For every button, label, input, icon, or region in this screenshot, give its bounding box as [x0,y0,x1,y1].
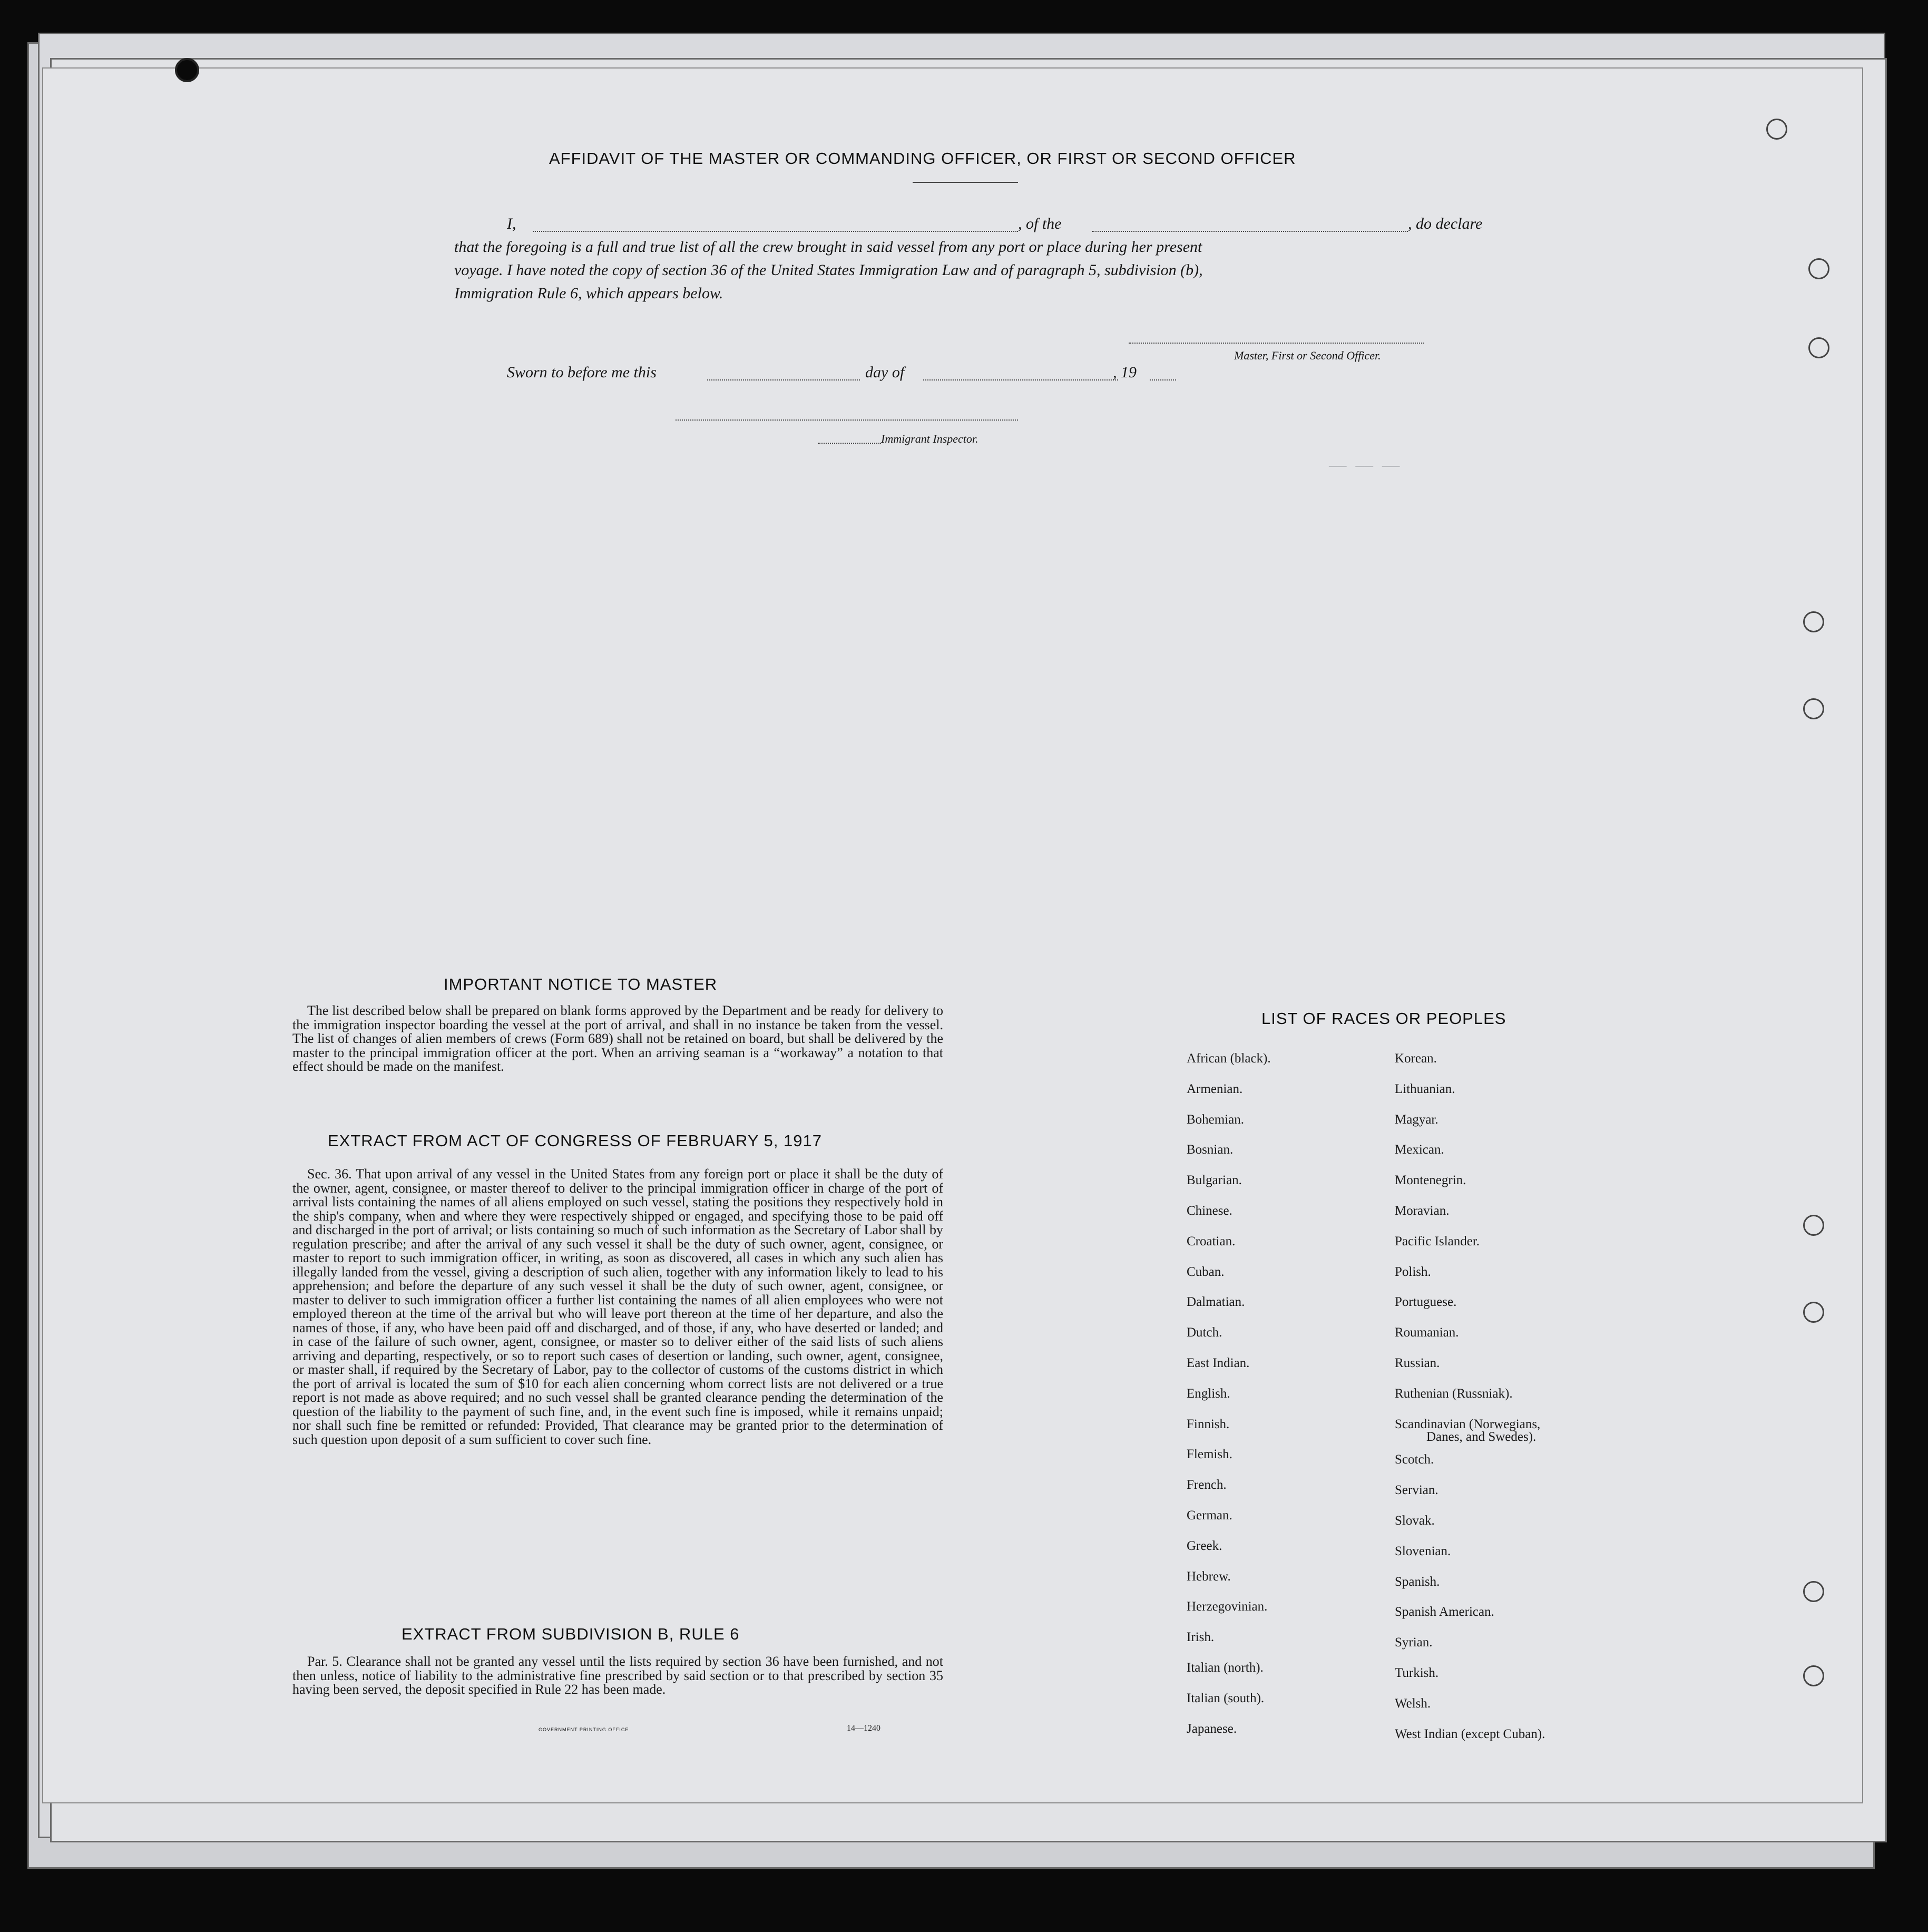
race-item: Spanish. [1395,1574,1440,1589]
race-item: Portuguese. [1395,1295,1457,1310]
form-number: 14—1240 [847,1724,880,1733]
extract-rule-text: Par. 5. Clearance shall not be granted any vessel until the lists required by section 36 have been furnished, and not then unless, notice of liability to the administrative fine prescribed by said section or to that prescribed by section 35 having been served, the deposit specified in Rule 22 has been made. [292,1654,943,1697]
punch-hole [1808,337,1829,358]
affidavit-title: AFFIDAVIT OF THE MASTER OR COMMANDING OFFICER, OR FIRST OR SECOND OFFICER [549,149,1296,168]
affidavit-of-the: , of the [1018,215,1062,232]
punch-hole [1766,119,1787,140]
sworn-text: Sworn to before me this [507,364,657,381]
affidavit-line-2: that the foregoing is a full and true list of all the crew brought in said vessel from any port or place during her present [454,238,1202,256]
printer-mark: GOVERNMENT PRINTING OFFICE [539,1727,629,1732]
punch-hole [1803,611,1824,632]
race-item: Servian. [1395,1483,1438,1498]
race-item: Chinese. [1187,1204,1232,1218]
affidavit-do-declare: , do declare [1408,215,1483,232]
manifest-page [42,67,1863,1803]
inspector-signature-field[interactable] [676,419,1018,421]
race-item: German. [1187,1508,1232,1523]
race-item: Magyar. [1395,1112,1438,1127]
master-name-field[interactable] [533,231,1018,232]
race-item: Spanish American. [1395,1605,1494,1619]
extract-act-title: EXTRACT FROM ACT OF CONGRESS OF FEBRUARY 5, 1917 [328,1131,823,1150]
ghost-text: —— —— —— [1329,458,1400,475]
race-item: African (black). [1187,1051,1271,1066]
punch-hole [1803,1302,1824,1323]
race-item: Bohemian. [1187,1112,1245,1127]
title-rule [913,182,1018,183]
race-item: French. [1187,1478,1227,1492]
race-item: Japanese. [1187,1721,1237,1736]
race-item: Armenian. [1187,1081,1243,1096]
sworn-day-field[interactable] [707,379,860,380]
race-item: Herzegovinian. [1187,1599,1268,1614]
binder-hole [175,58,199,82]
race-item: Lithuanian. [1395,1081,1455,1096]
race-item: Russian. [1395,1356,1440,1370]
race-item: Greek. [1187,1538,1222,1553]
master-signature-field[interactable] [1129,343,1424,344]
vessel-name-field[interactable] [1092,231,1408,232]
race-item: Polish. [1395,1264,1431,1279]
race-item: Welsh. [1395,1696,1431,1711]
race-item: Bosnian. [1187,1143,1234,1157]
race-item: Mexican. [1395,1143,1444,1157]
extract-rule-title: EXTRACT FROM SUBDIVISION B, RULE 6 [402,1625,740,1643]
sworn-month-field[interactable] [923,379,1118,380]
punch-hole [1803,1215,1824,1236]
race-item: Scotch. [1395,1452,1434,1467]
notice-text: The list described below shall be prepared on blank forms approved by the Department and be ready for delivery to the immigration inspector boarding the vessel at the port of arrival, and shall in no instance be taken from the vessel. The list of changes of alien members of crews (Form 689) shall not be retained on board, but shall be delivered by the master to the principal immigration officer at the port. When an arriving seaman is a “workaway” a notation to that effect should be made on the manifest. [292,1003,943,1074]
race-item: Dutch. [1187,1325,1222,1340]
race-item: Pacific Islander. [1395,1234,1480,1248]
extract-act-text: Sec. 36. That upon arrival of any vessel in the United States from any foreign port or place it shall be the duty of the owner, agent, consignee, or master thereof to deliver to the principal immigration officer in charge of the port of arrival lists containing the names of all aliens employed on such vessel, stating the positions they respectively hold in the ship's company, when and where they were respectively shipped or engaged, and specifying those to be paid off and discharged in the port of arrival; or lists containing so much of such information as the Secretary of Labor shall by regulation prescribe; and after the arrival of any such vessel it shall be the duty of such owner, agent, consignee, or master to report to such immigration officer, in writing, as soon as discovered, all cases in which any such alien has illegally landed from the vessel, giving a description of such alien, together with any information likely to lead to his apprehension; and before the departure of any such vessel it shall be the duty of such owner, agent, consignee, or master to deliver to such immigration officer a further list containing the names of all alien employees who were not employed thereon at the time of the arrival but who will leave port thereon at the time of her departure, and also the names of those, if any, who have been paid off and discharged, and of those, if any, who have deserted or landed; and in case of the failure of such owner, agent, consignee, or master so to deliver either of the said lists of such aliens arriving and departing, respectively, or so to report such cases of desertion or landing, such owner, agent, consignee, or master shall, if required by the Secretary of Labor, pay to the collector of customs of the customs district in which the port of arrival is located the sum of $10 for each alien concerning whom correct lists are not delivered or a true report is not made as above required; and no such vessel shall be granted clearance pending the determination of the question of the liability to the payment of such fine, and, in the event such fine is imposed, while it remains unpaid; nor shall such fine be remitted or refunded: Provided, That clearance may be granted prior to the determination of such question upon deposit of a sum sufficient to cover such fine. [292,1166,943,1447]
punch-hole [1803,1665,1824,1686]
affidavit-line-3: voyage. I have noted the copy of section 36 of the United States Immigration Law and of paragraph 5, subdivision (b), [454,261,1203,279]
race-item: Dalmatian. [1187,1295,1245,1310]
race-item: Croatian. [1187,1234,1236,1248]
punch-hole [1808,258,1829,279]
race-item: Syrian. [1395,1635,1433,1650]
punch-hole [1803,698,1824,719]
race-item: Moravian. [1395,1204,1450,1218]
punch-hole [1803,1581,1824,1602]
affidavit-line-4: Immigration Rule 6, which appears below. [454,285,723,302]
race-item: Scandinavian (Norwegians, [1395,1417,1541,1431]
race-item: Turkish. [1395,1666,1439,1680]
race-item: Finnish. [1187,1417,1230,1431]
sworn-year-field[interactable] [1150,379,1176,380]
race-item: Ruthenian (Russniak). [1395,1386,1513,1401]
races-title: LIST OF RACES OR PEOPLES [1261,1009,1506,1028]
race-item: Montenegrin. [1395,1173,1466,1188]
day-of-text: day of [865,364,905,381]
race-item: Bulgarian. [1187,1173,1242,1188]
race-item: Irish. [1187,1630,1215,1645]
inspector-dots [818,443,881,444]
race-item: English. [1187,1386,1230,1401]
race-item: Italian (north). [1187,1661,1264,1675]
race-item: Roumanian. [1395,1325,1459,1340]
race-item: Cuban. [1187,1264,1225,1279]
race-item: Italian (south). [1187,1691,1265,1705]
race-item: Korean. [1395,1051,1437,1066]
affidavit-i: I, [507,215,516,232]
race-item-continuation: Danes, and Swedes). [1426,1429,1536,1444]
race-item: Hebrew. [1187,1569,1231,1584]
inspector-label: Immigrant Inspector. [881,432,978,445]
notice-title: IMPORTANT NOTICE TO MASTER [444,975,718,993]
race-item: Slovenian. [1395,1544,1451,1558]
race-item: East Indian. [1187,1356,1250,1370]
year-text: , 19 [1113,364,1137,381]
race-item: West Indian (except Cuban). [1395,1726,1545,1741]
race-item: Slovak. [1395,1514,1435,1528]
race-item: Flemish. [1187,1447,1232,1462]
master-label: Master, First or Second Officer. [1234,349,1381,362]
